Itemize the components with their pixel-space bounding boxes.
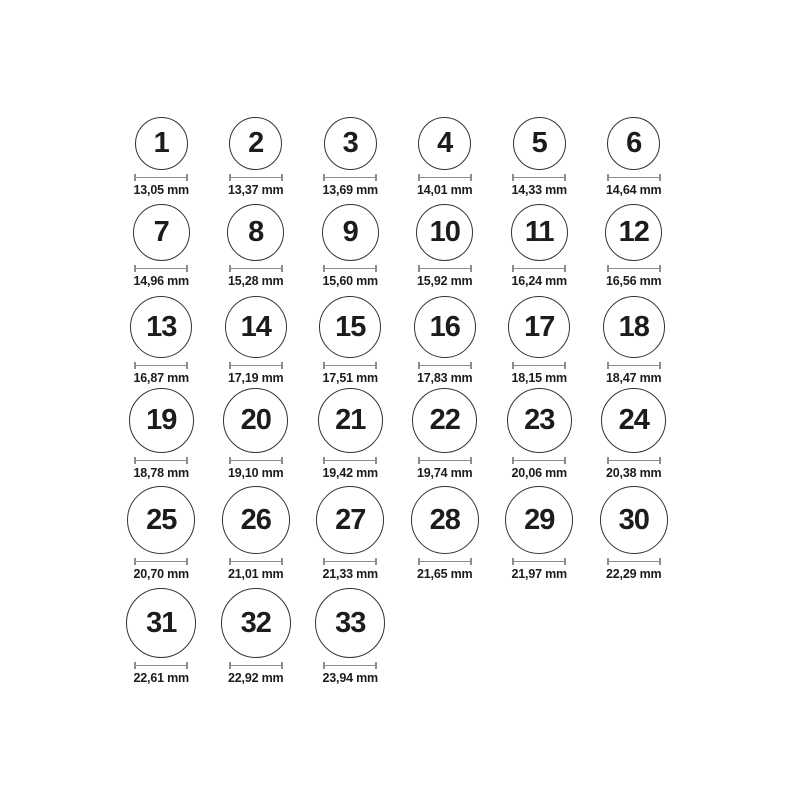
diameter-label: 19,42 mm: [322, 466, 378, 480]
ring-circle: [315, 588, 385, 658]
ring-size-number: 23: [524, 404, 555, 436]
diameter-ruler: [607, 265, 661, 272]
ring-circle: [601, 388, 666, 453]
ring-size-item: [587, 388, 682, 480]
diameter-label: 21,65 mm: [417, 567, 473, 581]
ring-circle: [126, 588, 196, 658]
diameter-label: 15,92 mm: [417, 274, 473, 288]
ring-size-row: [114, 204, 681, 288]
ring-size-number: 7: [153, 216, 169, 248]
ring-size-number: 13: [146, 310, 177, 343]
ring-size-item: [587, 486, 682, 581]
ring-size-item: [209, 486, 304, 581]
ring-circle: [322, 204, 379, 261]
ring-size-number: 3: [342, 127, 358, 159]
ring-size-number: 24: [618, 404, 649, 436]
ring-circle: [412, 388, 477, 453]
ring-size-number: 31: [146, 606, 177, 639]
diameter-label: 18,15 mm: [511, 371, 567, 385]
diameter-label: 14,01 mm: [417, 183, 473, 197]
diameter-label: 15,28 mm: [228, 274, 284, 288]
ring-size-item: [114, 588, 209, 685]
ring-size-item: [209, 117, 304, 197]
diameter-ruler: [323, 457, 377, 464]
diameter-label: 21,01 mm: [228, 567, 284, 581]
diameter-label: 22,92 mm: [228, 671, 284, 685]
diameter-label: 18,47 mm: [606, 371, 662, 385]
ring-size-item: [398, 486, 493, 581]
diameter-ruler: [607, 558, 661, 565]
diameter-label: 22,61 mm: [133, 671, 189, 685]
ring-size-number: 30: [618, 503, 649, 536]
ring-circle: [319, 296, 381, 358]
diameter-label: 17,19 mm: [228, 371, 284, 385]
diameter-ruler: [512, 362, 566, 369]
diameter-label: 13,05 mm: [133, 183, 189, 197]
diameter-label: 16,24 mm: [511, 274, 567, 288]
diameter-label: 13,69 mm: [322, 183, 378, 197]
ring-circle: [130, 296, 192, 358]
diameter-ruler: [607, 362, 661, 369]
ring-size-number: 20: [240, 404, 271, 436]
diameter-ruler: [418, 265, 472, 272]
diameter-ruler: [323, 265, 377, 272]
ring-circle: [127, 486, 195, 554]
ring-size-number: 5: [531, 127, 547, 159]
diameter-label: 14,33 mm: [511, 183, 567, 197]
ring-size-item: [114, 296, 209, 385]
diameter-ruler: [607, 457, 661, 464]
ring-circle: [507, 388, 572, 453]
ring-circle: [607, 117, 660, 170]
diameter-label: 16,87 mm: [133, 371, 189, 385]
ring-size-number: 8: [248, 216, 264, 248]
ring-circle: [318, 388, 383, 453]
diameter-label: 14,64 mm: [606, 183, 662, 197]
ring-size-number: 17: [524, 310, 555, 343]
diameter-ruler: [607, 174, 661, 181]
ring-size-item: [303, 204, 398, 288]
ring-size-number: 6: [626, 127, 642, 159]
ring-size-item: [587, 296, 682, 385]
ring-size-item: [398, 204, 493, 288]
ring-size-number: 18: [618, 310, 649, 343]
ring-size-item: [492, 296, 587, 385]
ring-size-number: 28: [429, 503, 460, 536]
ring-size-item: [303, 296, 398, 385]
ring-size-number: 29: [524, 503, 555, 536]
ring-size-item: [492, 486, 587, 581]
ring-circle: [600, 486, 668, 554]
diameter-ruler: [418, 174, 472, 181]
ring-size-item: [114, 388, 209, 480]
diameter-ruler: [134, 457, 188, 464]
diameter-label: 21,33 mm: [322, 567, 378, 581]
ring-circle: [229, 117, 282, 170]
ring-size-number: 21: [335, 404, 366, 436]
diameter-label: 16,56 mm: [606, 274, 662, 288]
ring-circle: [135, 117, 188, 170]
ring-size-number: 4: [437, 127, 453, 159]
ring-size-number: 33: [335, 606, 366, 639]
ring-circle: [324, 117, 377, 170]
diameter-ruler: [418, 457, 472, 464]
ring-size-item: [303, 117, 398, 197]
ring-size-number: 27: [335, 503, 366, 536]
ring-size-item: [209, 296, 304, 385]
diameter-label: 20,38 mm: [606, 466, 662, 480]
diameter-ruler: [134, 662, 188, 669]
ring-size-row: [114, 296, 681, 385]
ring-size-item: [492, 388, 587, 480]
ring-circle: [221, 588, 291, 658]
ring-circle: [418, 117, 471, 170]
ring-size-item: [492, 117, 587, 197]
diameter-ruler: [229, 457, 283, 464]
ring-size-number: 14: [240, 310, 271, 343]
ring-circle: [129, 388, 194, 453]
diameter-label: 18,78 mm: [133, 466, 189, 480]
ring-circle: [411, 486, 479, 554]
ring-circle: [603, 296, 665, 358]
ring-size-item: [209, 588, 304, 685]
diameter-ruler: [134, 362, 188, 369]
ring-size-number: 19: [146, 404, 177, 436]
ring-size-row: [114, 388, 681, 480]
ring-size-number: 15: [335, 310, 366, 343]
ring-circle: [222, 486, 290, 554]
ring-size-item: [398, 388, 493, 480]
ring-size-number: 16: [429, 310, 460, 343]
diameter-label: 15,60 mm: [322, 274, 378, 288]
ring-size-item: [114, 117, 209, 197]
diameter-ruler: [229, 265, 283, 272]
ring-size-number: 26: [240, 503, 271, 536]
ring-circle: [223, 388, 288, 453]
diameter-ruler: [323, 174, 377, 181]
ring-size-number: 32: [240, 606, 271, 639]
ring-size-number: 12: [618, 216, 649, 248]
ring-size-item: [303, 588, 398, 685]
ring-size-item: [303, 388, 398, 480]
ring-size-row: [114, 486, 681, 581]
diameter-ruler: [229, 662, 283, 669]
diameter-ruler: [134, 265, 188, 272]
ring-circle: [316, 486, 384, 554]
ring-size-item: [492, 204, 587, 288]
diameter-ruler: [134, 558, 188, 565]
ring-size-item: [587, 204, 682, 288]
ring-size-item: [398, 296, 493, 385]
ring-size-number: 1: [153, 127, 169, 159]
ring-circle: [513, 117, 566, 170]
diameter-ruler: [229, 174, 283, 181]
diameter-ruler: [323, 362, 377, 369]
ring-size-item: [587, 117, 682, 197]
ring-size-row: [114, 117, 681, 197]
diameter-label: 19,74 mm: [417, 466, 473, 480]
ring-size-item: [209, 388, 304, 480]
diameter-label: 22,29 mm: [606, 567, 662, 581]
diameter-ruler: [418, 558, 472, 565]
ring-circle: [133, 204, 190, 261]
ring-size-number: 9: [342, 216, 358, 248]
diameter-label: 17,51 mm: [322, 371, 378, 385]
ring-size-number: 2: [248, 127, 264, 159]
ring-circle: [505, 486, 573, 554]
diameter-ruler: [512, 265, 566, 272]
ring-size-number: 25: [146, 503, 177, 536]
diameter-label: 21,97 mm: [511, 567, 567, 581]
ring-size-number: 22: [429, 404, 460, 436]
ring-size-item: [303, 486, 398, 581]
ring-size-item: [209, 204, 304, 288]
diameter-ruler: [323, 558, 377, 565]
diameter-ruler: [134, 174, 188, 181]
diameter-label: 20,70 mm: [133, 567, 189, 581]
ring-circle: [605, 204, 662, 261]
ring-size-number: 11: [524, 216, 554, 248]
ring-circle: [511, 204, 568, 261]
diameter-ruler: [229, 362, 283, 369]
diameter-ruler: [418, 362, 472, 369]
diameter-label: 20,06 mm: [511, 466, 567, 480]
ring-circle: [225, 296, 287, 358]
ring-size-item: [114, 204, 209, 288]
diameter-ruler: [512, 174, 566, 181]
diameter-ruler: [323, 662, 377, 669]
diameter-ruler: [229, 558, 283, 565]
diameter-label: 23,94 mm: [322, 671, 378, 685]
diameter-ruler: [512, 558, 566, 565]
ring-circle: [508, 296, 570, 358]
ring-size-number: 10: [429, 216, 460, 248]
ring-circle: [227, 204, 284, 261]
ring-size-row: [114, 588, 681, 685]
ring-circle: [416, 204, 473, 261]
diameter-ruler: [512, 457, 566, 464]
ring-size-item: [398, 117, 493, 197]
ring-size-item: [114, 486, 209, 581]
diameter-label: 19,10 mm: [228, 466, 284, 480]
ring-circle: [414, 296, 476, 358]
diameter-label: 13,37 mm: [228, 183, 284, 197]
diameter-label: 17,83 mm: [417, 371, 473, 385]
diameter-label: 14,96 mm: [133, 274, 189, 288]
